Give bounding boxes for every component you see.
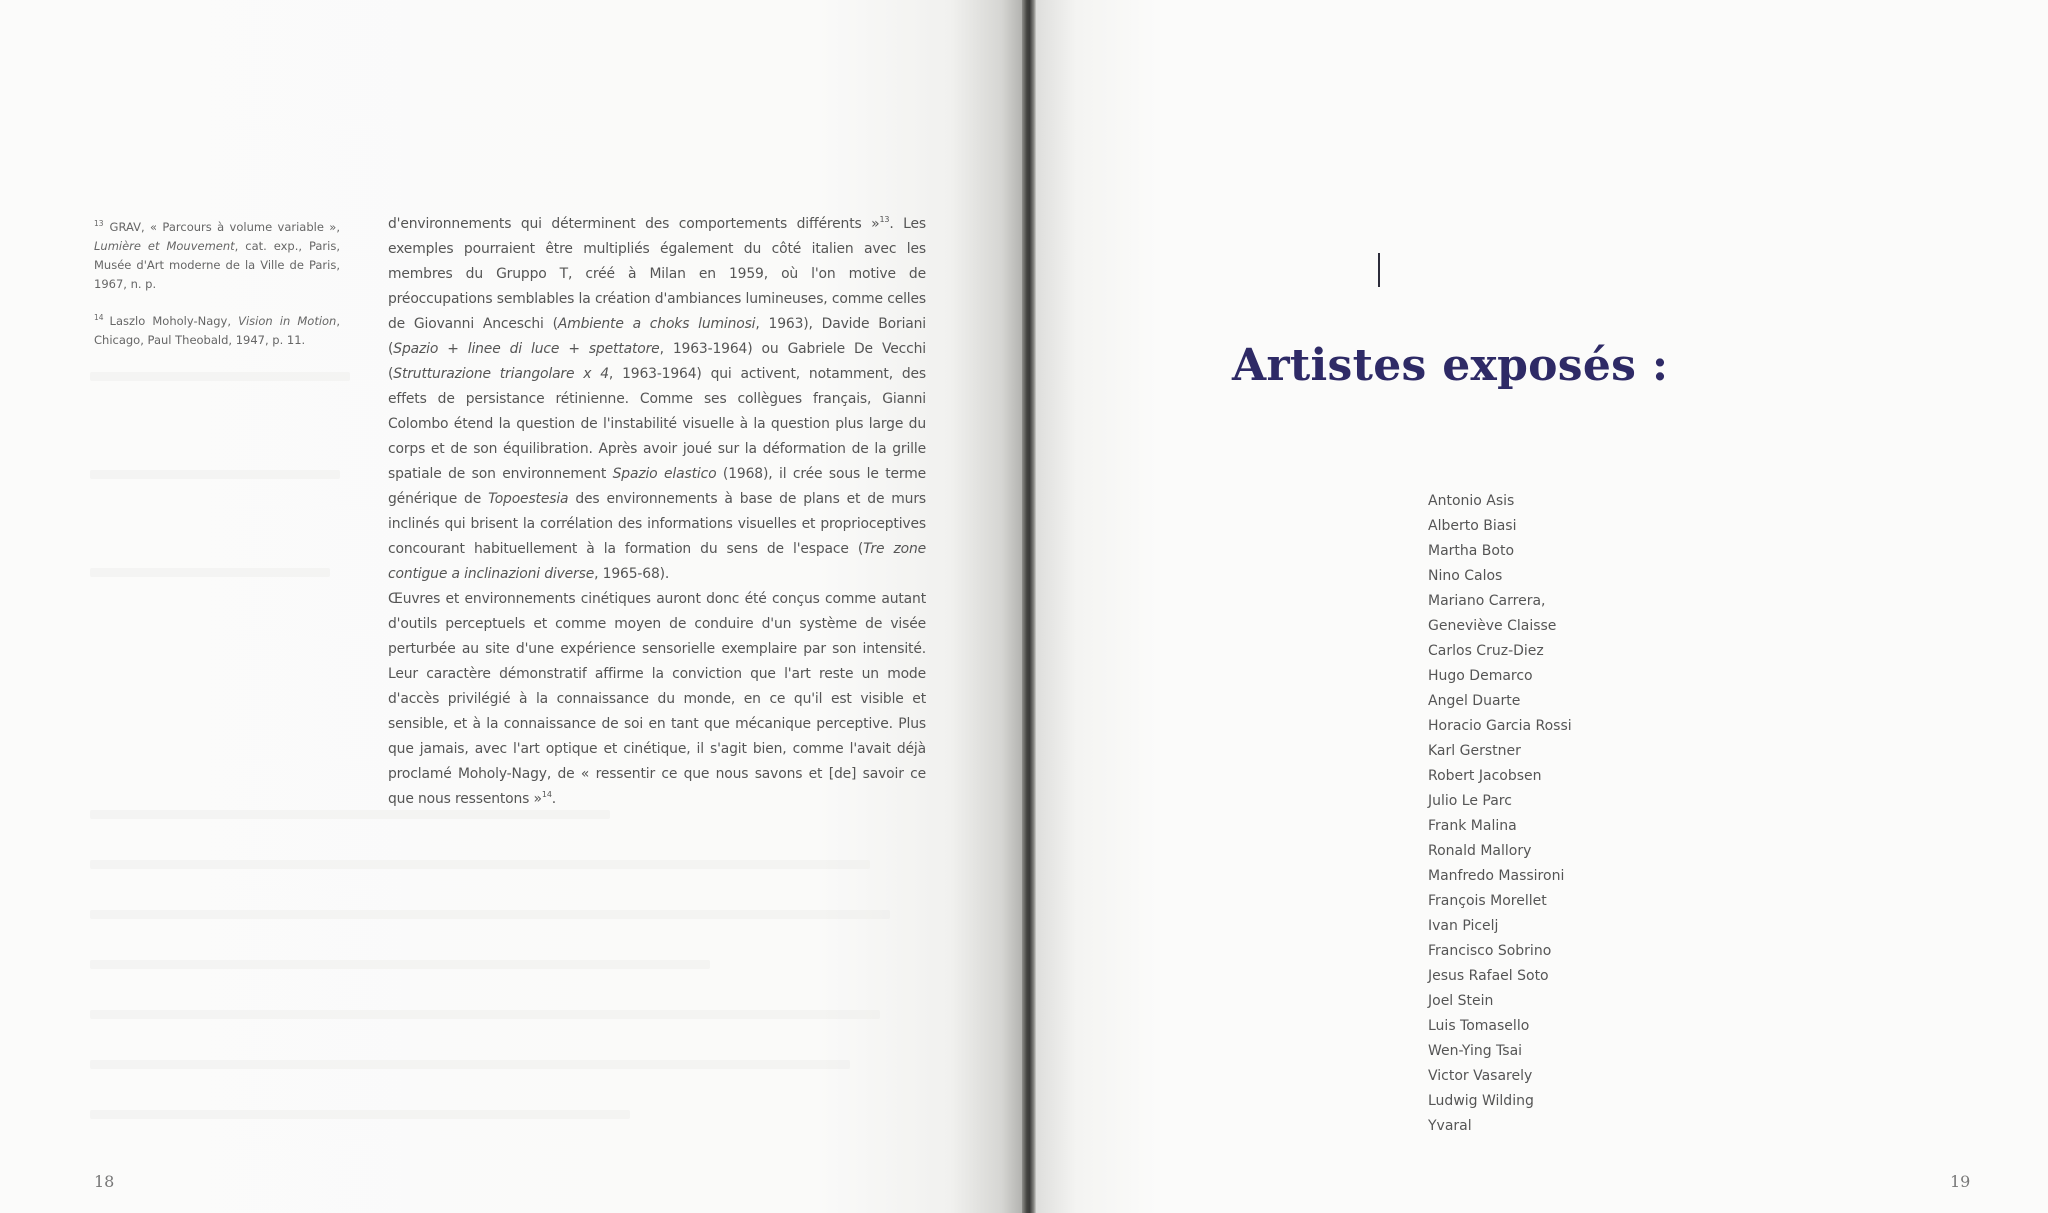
page-number-right: 19	[1950, 1172, 1971, 1191]
footnotes	[94, 214, 340, 364]
page-number-left: 18	[94, 1172, 115, 1191]
artist-name: Angel Duarte	[1428, 693, 1521, 709]
artist-name: Frank Malina	[1428, 818, 1517, 834]
text-run: GRAV, « Parcours à volume variable »,	[109, 220, 340, 234]
show-through-text	[90, 568, 330, 577]
italic-title: Spazio elastico	[612, 466, 717, 482]
show-through-text	[90, 960, 710, 969]
text-run: Œuvres et environnements cinétiques auront donc été conçus comme autant d'outils perceptuels et comme moyen de conduire d'un système de visée perturbée au site d'une expérience sensorielle exemplaire par son intensité. Leur caractère démonstratif affirme la conviction que l'art reste un mode d'accès privilégié à la connaissance du monde, en ce qu'il est visible et sensible, et à la connaissance de soi en tant que mécanique perceptive. Plus que jamais, avec l'art optique et cinétique, il s'agit bien, comme l'avait déjà proclamé Moholy-Nagy, de « ressentir ce que nous savons et [de] savoir ce que nous ressentons »	[388, 591, 926, 807]
text-run: , Chicago, Paul Theobald, 1947, p. 11.	[94, 314, 341, 347]
italic-title: Strutturazione triangolare x 4	[393, 366, 609, 382]
artist-name: Victor Vasarely	[1428, 1068, 1533, 1084]
show-through-text	[90, 1110, 630, 1119]
footnote-number: 13	[94, 219, 104, 228]
artist-name: Ivan Picelj	[1428, 918, 1499, 934]
text-run: des environnements à base de plans et de murs inclinés qui brisent la corrélation des informations visuelles et proprioceptives concourant habituellement à la formation du sens de l'espace (	[388, 491, 926, 557]
book-spine	[1022, 0, 1036, 1213]
artist-name: Mariano Carrera,	[1428, 593, 1546, 609]
artist-name: Horacio Garcia Rossi	[1428, 718, 1572, 734]
artist-name: Jesus Rafael Soto	[1428, 968, 1549, 984]
italic-title: Vision in Motion	[238, 314, 337, 328]
text-run: d'environnements qui déterminent des comportements différents »	[388, 216, 880, 232]
artist-name: Joel Stein	[1428, 993, 1494, 1009]
artist-name: Julio Le Parc	[1428, 793, 1512, 809]
artist-name: Antonio Asis	[1428, 493, 1515, 509]
artist-name: Ludwig Wilding	[1428, 1093, 1534, 1109]
artist-name: Martha Boto	[1428, 543, 1515, 559]
artist-name: Yvaral	[1428, 1118, 1472, 1134]
artist-name: François Morellet	[1428, 893, 1547, 909]
artist-name: Manfredo Massironi	[1428, 868, 1565, 884]
footnote	[94, 308, 340, 350]
italic-title: Ambiente a choks luminosi	[557, 316, 756, 332]
italic-title: Tre zone contigue a inclinazioni diverse	[388, 541, 926, 582]
artist-name: Robert Jacobsen	[1428, 768, 1542, 784]
paragraph	[388, 212, 926, 587]
italic-title: Topoestesia	[488, 491, 569, 507]
left-page	[0, 0, 1022, 1213]
artist-name: Luis Tomasello	[1428, 1018, 1530, 1034]
footnote-ref: 14	[541, 790, 552, 799]
artist-name: Ronald Mallory	[1428, 843, 1532, 859]
body-text	[388, 212, 926, 812]
text-run: , 1963), Davide Boriani (	[388, 316, 927, 357]
text-run: , 1965-68).	[594, 566, 670, 582]
text-run: , cat. exp., Paris, Musée d'Art moderne de la Ville de Paris, 1967, n. p.	[94, 239, 341, 291]
show-through-text	[90, 1060, 850, 1069]
italic-title: Lumière et Mouvement	[94, 239, 235, 253]
footnote	[94, 214, 340, 294]
artist-name: Carlos Cruz-Diez	[1428, 643, 1544, 659]
artist-name: Karl Gerstner	[1428, 743, 1521, 759]
artist-name: Nino Calos	[1428, 568, 1503, 584]
artist-name: Wen-Ying Tsai	[1428, 1043, 1523, 1059]
text-run: , 1963-1964) ou Gabriele De Vecchi (	[388, 341, 926, 382]
artist-list	[1428, 489, 1572, 1139]
footnote-number: 14	[94, 313, 104, 322]
text-run: . Les exemples pourraient être multipliés également du côté italien avec les membres du Gruppo T, créé à Milan en 1959, où l'on motive de préoccupations semblables la création d'ambiances lumineuses, comme celles de Giovanni Anceschi (	[388, 216, 926, 332]
text-run: (1968), il crée sous le terme générique de	[388, 466, 927, 507]
text-run: , 1963-1964) qui activent, notamment, des effets de persistance rétinienne. Comme ses collègues français, Gianni Colombo étend la question de l'instabilité visuelle à la question plus large du corps et de son équilibration. Après avoir joué sur la déformation de la grille spatiale de son environnement	[388, 366, 926, 482]
show-through-text	[90, 372, 350, 381]
show-through-text	[90, 910, 890, 919]
artist-name: Francisco Sobrino	[1428, 943, 1552, 959]
text-run: .	[551, 791, 557, 807]
artist-name: Geneviève Claisse	[1428, 618, 1557, 634]
italic-title: Spazio + linee di luce + spettatore	[393, 341, 660, 357]
footnote-ref: 13	[879, 215, 890, 224]
title-marker-bar	[1378, 253, 1380, 287]
show-through-text	[90, 860, 870, 869]
section-title: Artistes exposés :	[1232, 340, 1669, 391]
text-run: Laszlo Moholy-Nagy,	[109, 314, 239, 328]
show-through-text	[90, 1010, 880, 1019]
show-through-text	[90, 470, 340, 479]
artist-name: Hugo Demarco	[1428, 668, 1533, 684]
paragraph	[388, 587, 926, 812]
artist-name: Alberto Biasi	[1428, 518, 1517, 534]
